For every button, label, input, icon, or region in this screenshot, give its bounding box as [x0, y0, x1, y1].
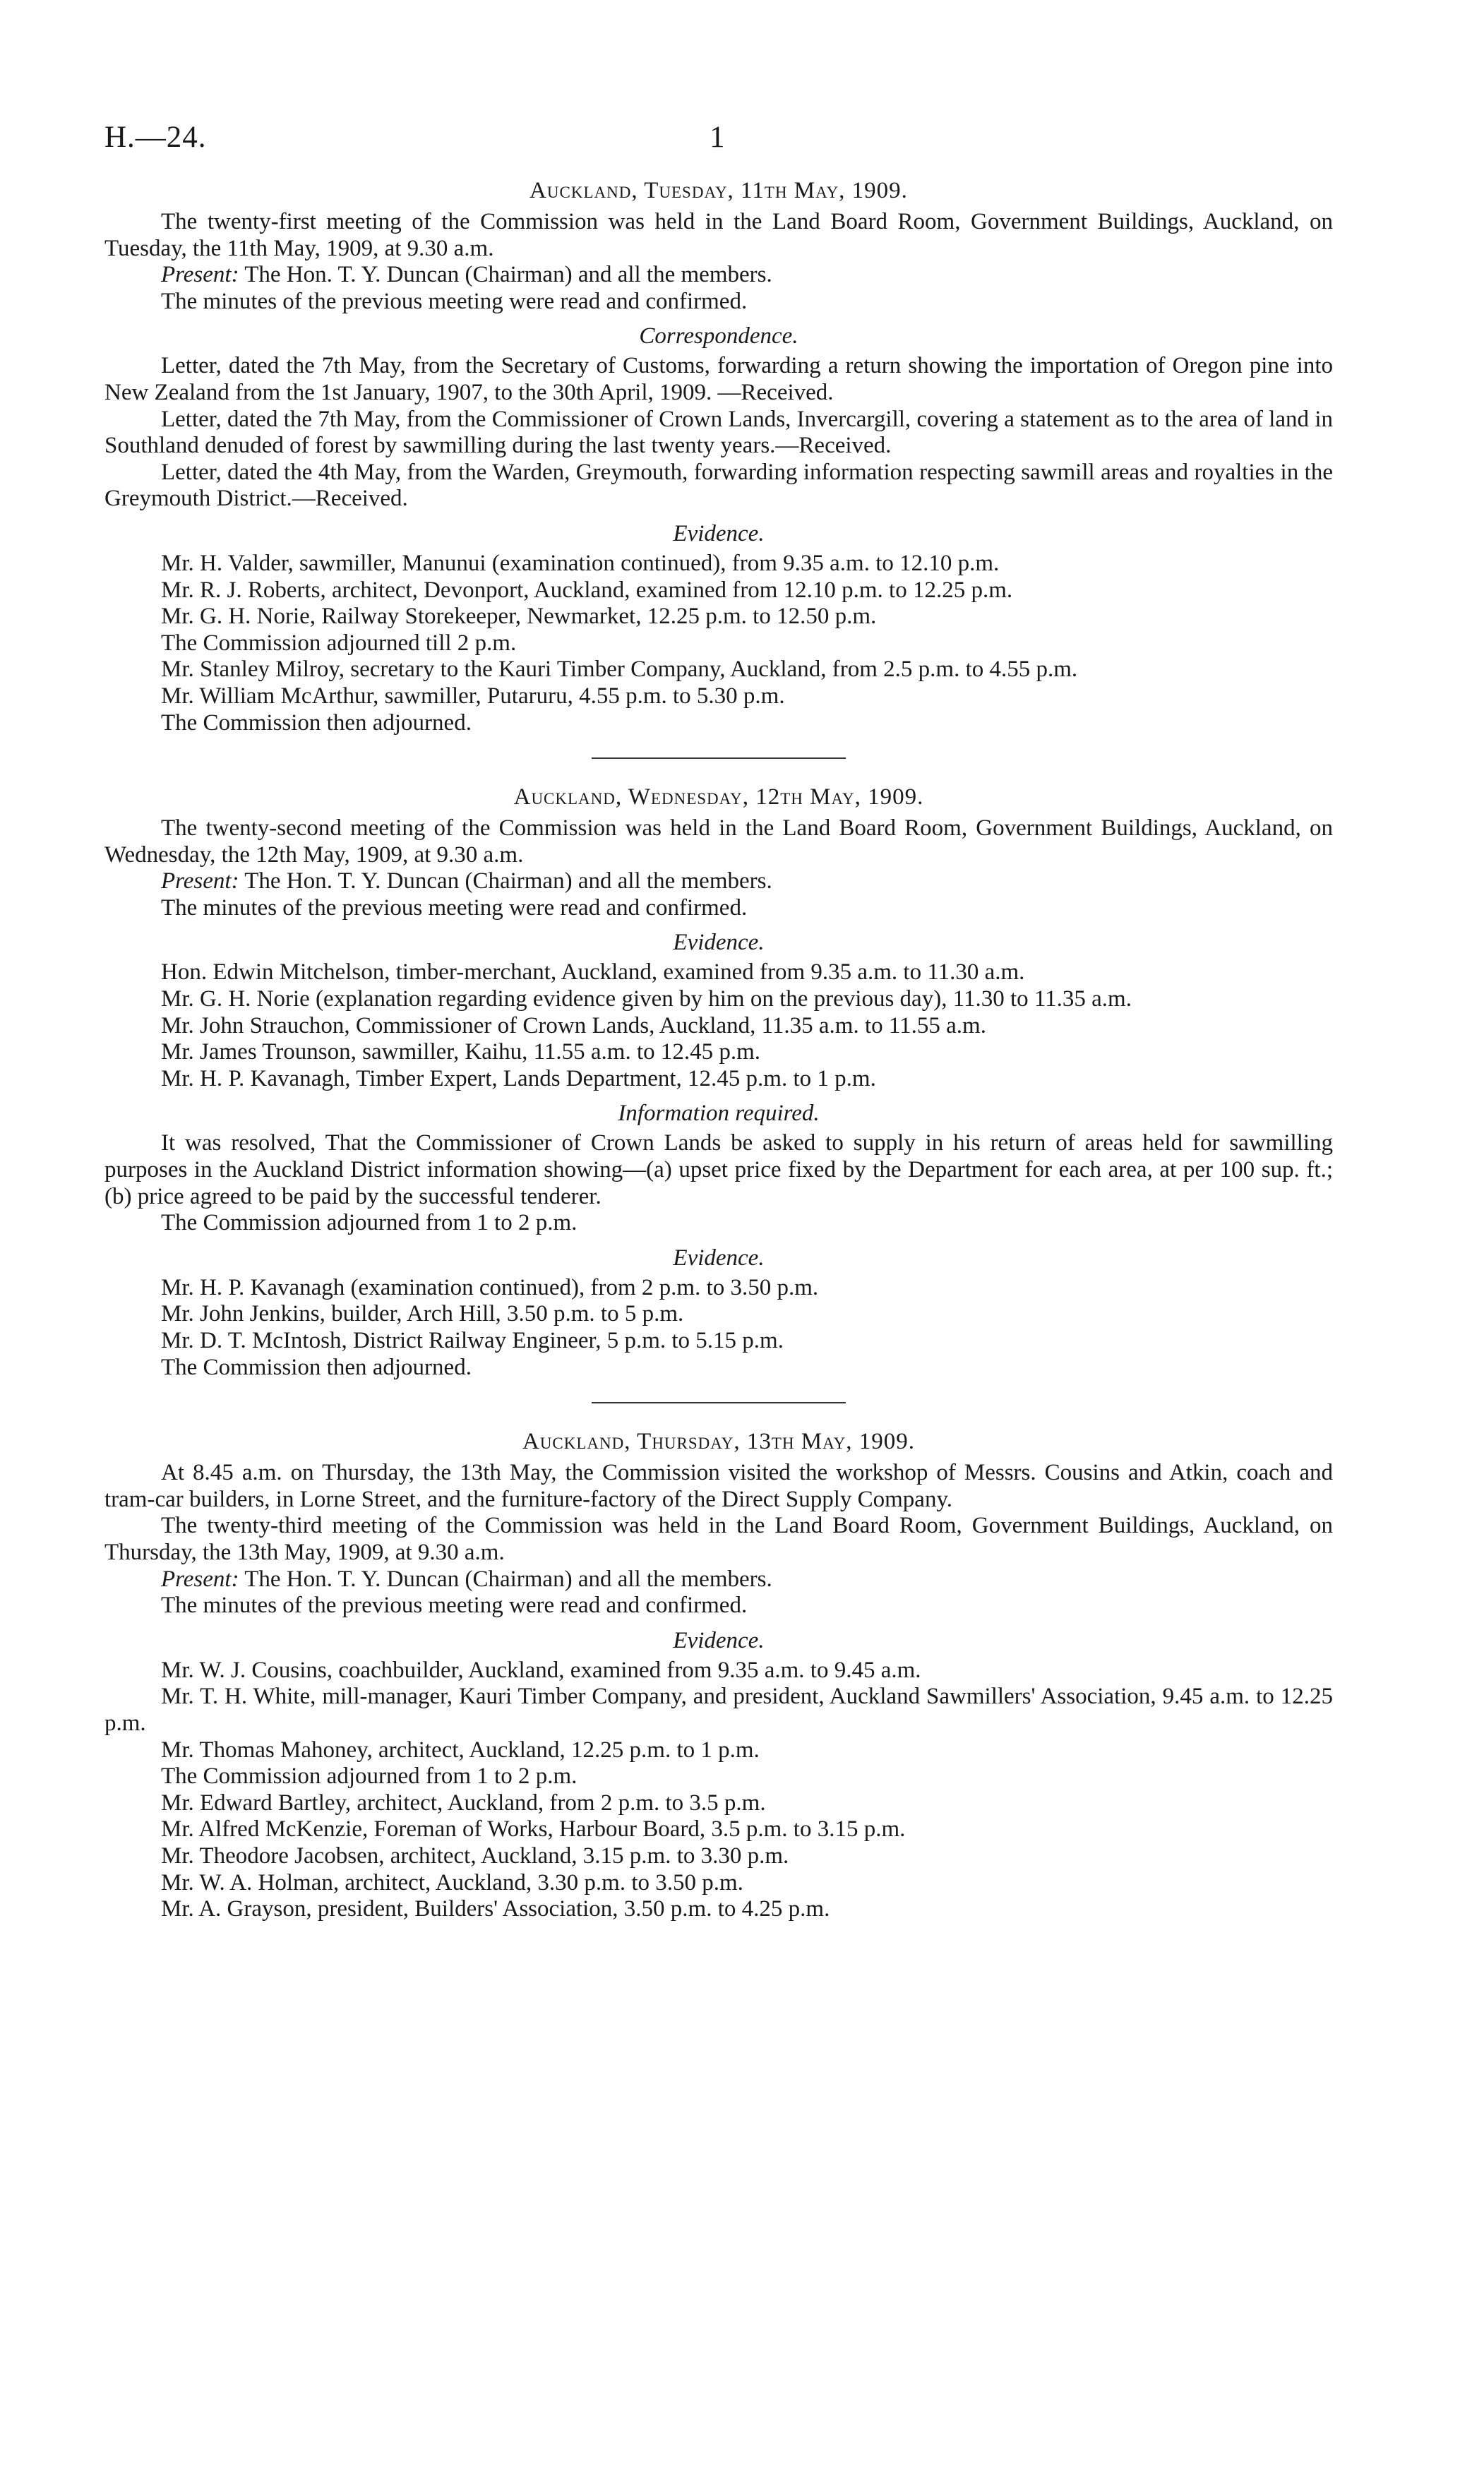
- evidence-item: Mr. John Jenkins, builder, Arch Hill, 3.50 p.m. to 5 p.m.: [161, 1301, 684, 1327]
- section-title: Auckland, Thursday, 13th May, 1909.: [522, 1429, 915, 1455]
- evidence-item: Mr. G. H. Norie, Railway Storekeeper, Newmarket, 12.25 p.m. to 12.50 p.m.: [161, 604, 877, 630]
- evidence-item: The Commission adjourned from 1 to 2 p.m.: [161, 1763, 578, 1790]
- correspondence-item: Letter, dated the 7th May, from the Commissioner of Crown Lands, Invercargill, covering a statement as to the area of land in Southland denuded of forest by sawmilling during the last twenty years.—Received.: [104, 406, 1333, 459]
- present-text: The Hon. T. Y. Duncan (Chairman) and all the members.: [239, 1566, 772, 1592]
- evidence-item: Mr. John Strauchon, Commissioner of Crown Lands, Auckland, 11.35 a.m. to 11.55 a.m.: [161, 1012, 986, 1038]
- present-label: Present:: [161, 1566, 239, 1592]
- present-line: [104, 262, 1333, 289]
- evidence-item: Mr. H. P. Kavanagh, Timber Expert, Lands Department, 12.45 p.m. to 1 p.m.: [161, 1065, 876, 1091]
- present-line: [104, 1567, 1333, 1593]
- subsection-heading: Evidence.: [673, 1245, 765, 1271]
- meeting-section-tuesday: [104, 176, 1333, 736]
- present-line: [104, 868, 1333, 895]
- evidence-item: Mr. W. J. Cousins, coachbuilder, Auckland, examined from 9.35 a.m. to 9.45 a.m.: [161, 1657, 921, 1683]
- evidence-item: Mr. William McArthur, sawmiller, Putaruru, 4.55 p.m. to 5.30 p.m.: [161, 683, 785, 709]
- meeting-opening: At 8.45 a.m. on Thursday, the 13th May, the Commission visited the workshop of Messrs. Cousins and Atkin, coach and tram-car builders, in Lorne Street, and the furniture-factory of the Direct Supply Company.: [104, 1460, 1333, 1512]
- subsection-heading: Evidence.: [673, 520, 765, 546]
- meeting-opening: The twenty-first meeting of the Commission was held in the Land Board Room, Government Buildings, Auckland, on Tuesday, the 11th May, 1909, at 9.30 a.m.: [104, 209, 1333, 261]
- document-reference: H.—24.: [104, 121, 207, 154]
- resolution-item: It was resolved, That the Commissioner of Crown Lands be asked to supply in his return of areas held for sawmilling purposes in the Auckland District information showing—(a) upset price fixed by the Department for each area, at per 100 sup. ft.; (b) price agreed to be paid by the successful tenderer.: [104, 1130, 1333, 1209]
- correspondence-item: Letter, dated the 7th May, from the Secretary of Customs, forwarding a return showing the importation of Oregon pine into New Zealand from the 1st January, 1907, to the 30th April, 1909. —Received.: [104, 353, 1333, 405]
- evidence-item: Mr. W. A. Holman, architect, Auckland, 3.30 p.m. to 3.50 p.m.: [161, 1869, 743, 1895]
- evidence-item: Mr. Theodore Jacobsen, architect, Auckland, 3.15 p.m. to 3.30 p.m.: [161, 1843, 789, 1869]
- meeting-section-wednesday: [104, 783, 1333, 1381]
- subsection-heading: Evidence.: [673, 1627, 765, 1653]
- subsection-heading: Evidence.: [673, 930, 765, 956]
- meeting-section-thursday: [104, 1427, 1333, 1923]
- section-divider: [592, 757, 846, 759]
- present-text: The Hon. T. Y. Duncan (Chairman) and all the members.: [239, 262, 772, 288]
- minutes-line: The minutes of the previous meeting were read and confirmed.: [161, 288, 748, 314]
- evidence-item: Mr. Thomas Mahoney, architect, Auckland, 12.25 p.m. to 1 p.m.: [161, 1737, 760, 1763]
- section-title: Auckland, Wednesday, 12th May, 1909.: [513, 784, 924, 810]
- resolution-item: The Commission adjourned from 1 to 2 p.m.: [161, 1210, 578, 1236]
- evidence-item: Mr. Alfred McKenzie, Foreman of Works, Harbour Board, 3.5 p.m. to 3.15 p.m.: [161, 1816, 906, 1843]
- subsection-heading: Correspondence.: [639, 323, 798, 349]
- evidence-item: Mr. Stanley Milroy, secretary to the Kauri Timber Company, Auckland, from 2.5 p.m. to 4.55 p.m.: [161, 657, 1078, 683]
- minutes-line: The minutes of the previous meeting were read and confirmed.: [161, 1593, 748, 1619]
- evidence-item: The Commission then adjourned.: [161, 709, 472, 736]
- present-text: The Hon. T. Y. Duncan (Chairman) and all the members.: [239, 868, 772, 894]
- evidence-item: Mr. G. H. Norie (explanation regarding evidence given by him on the previous day), 11.30 to 11.35 a.m.: [161, 986, 1132, 1012]
- page-number: 1: [710, 121, 725, 154]
- evidence-item: Mr. A. Grayson, president, Builders' Association, 3.50 p.m. to 4.25 p.m.: [161, 1896, 830, 1922]
- present-label: Present:: [161, 262, 239, 288]
- subsection-heading: Information required.: [618, 1101, 820, 1127]
- evidence-item: Mr. R. J. Roberts, architect, Devonport, Auckland, examined from 12.10 p.m. to 12.25 p.m.: [161, 577, 1013, 603]
- evidence-item: Mr. H. P. Kavanagh (examination continued), from 2 p.m. to 3.50 p.m.: [161, 1274, 819, 1300]
- minutes-line: The minutes of the previous meeting were read and confirmed.: [161, 894, 748, 921]
- section-title: Auckland, Tuesday, 11th May, 1909.: [529, 178, 908, 203]
- evidence-item: The Commission adjourned till 2 p.m.: [161, 630, 517, 656]
- page-header: [104, 120, 1333, 169]
- present-label: Present:: [161, 868, 239, 894]
- meeting-opening: The twenty-third meeting of the Commission was held in the Land Board Room, Government Buildings, Auckland, on Thursday, the 13th May, 1909, at 9.30 a.m.: [104, 1513, 1333, 1565]
- section-divider: [592, 1402, 846, 1403]
- correspondence-item: Letter, dated the 4th May, from the Warden, Greymouth, forwarding information respecting sawmill areas and royalties in the Greymouth District.—Received.: [104, 459, 1333, 512]
- evidence-item: Mr. Edward Bartley, architect, Auckland, from 2 p.m. to 3.5 p.m.: [161, 1790, 766, 1816]
- evidence-item: Mr. H. Valder, sawmiller, Manunui (examination continued), from 9.35 a.m. to 12.10 p.m.: [161, 550, 1000, 576]
- meeting-opening: The twenty-second meeting of the Commission was held in the Land Board Room, Government Buildings, Auckland, on Wednesday, the 12th May, 1909, at 9.30 a.m.: [104, 815, 1333, 868]
- document-page: [104, 120, 1333, 1923]
- evidence-item: Mr. D. T. McIntosh, District Railway Engineer, 5 p.m. to 5.15 p.m.: [161, 1328, 784, 1353]
- evidence-item: Hon. Edwin Mitchelson, timber-merchant, Auckland, examined from 9.35 a.m. to 11.30 a.m.: [161, 959, 1025, 986]
- evidence-item: Mr. James Trounson, sawmiller, Kaihu, 11.55 a.m. to 12.45 p.m.: [161, 1039, 761, 1065]
- evidence-item: The Commission then adjourned.: [161, 1354, 472, 1380]
- evidence-item: Mr. T. H. White, mill-manager, Kauri Timber Company, and president, Auckland Sawmillers' Association, 9.45 a.m. to 12.25 p.m.: [104, 1684, 1333, 1736]
